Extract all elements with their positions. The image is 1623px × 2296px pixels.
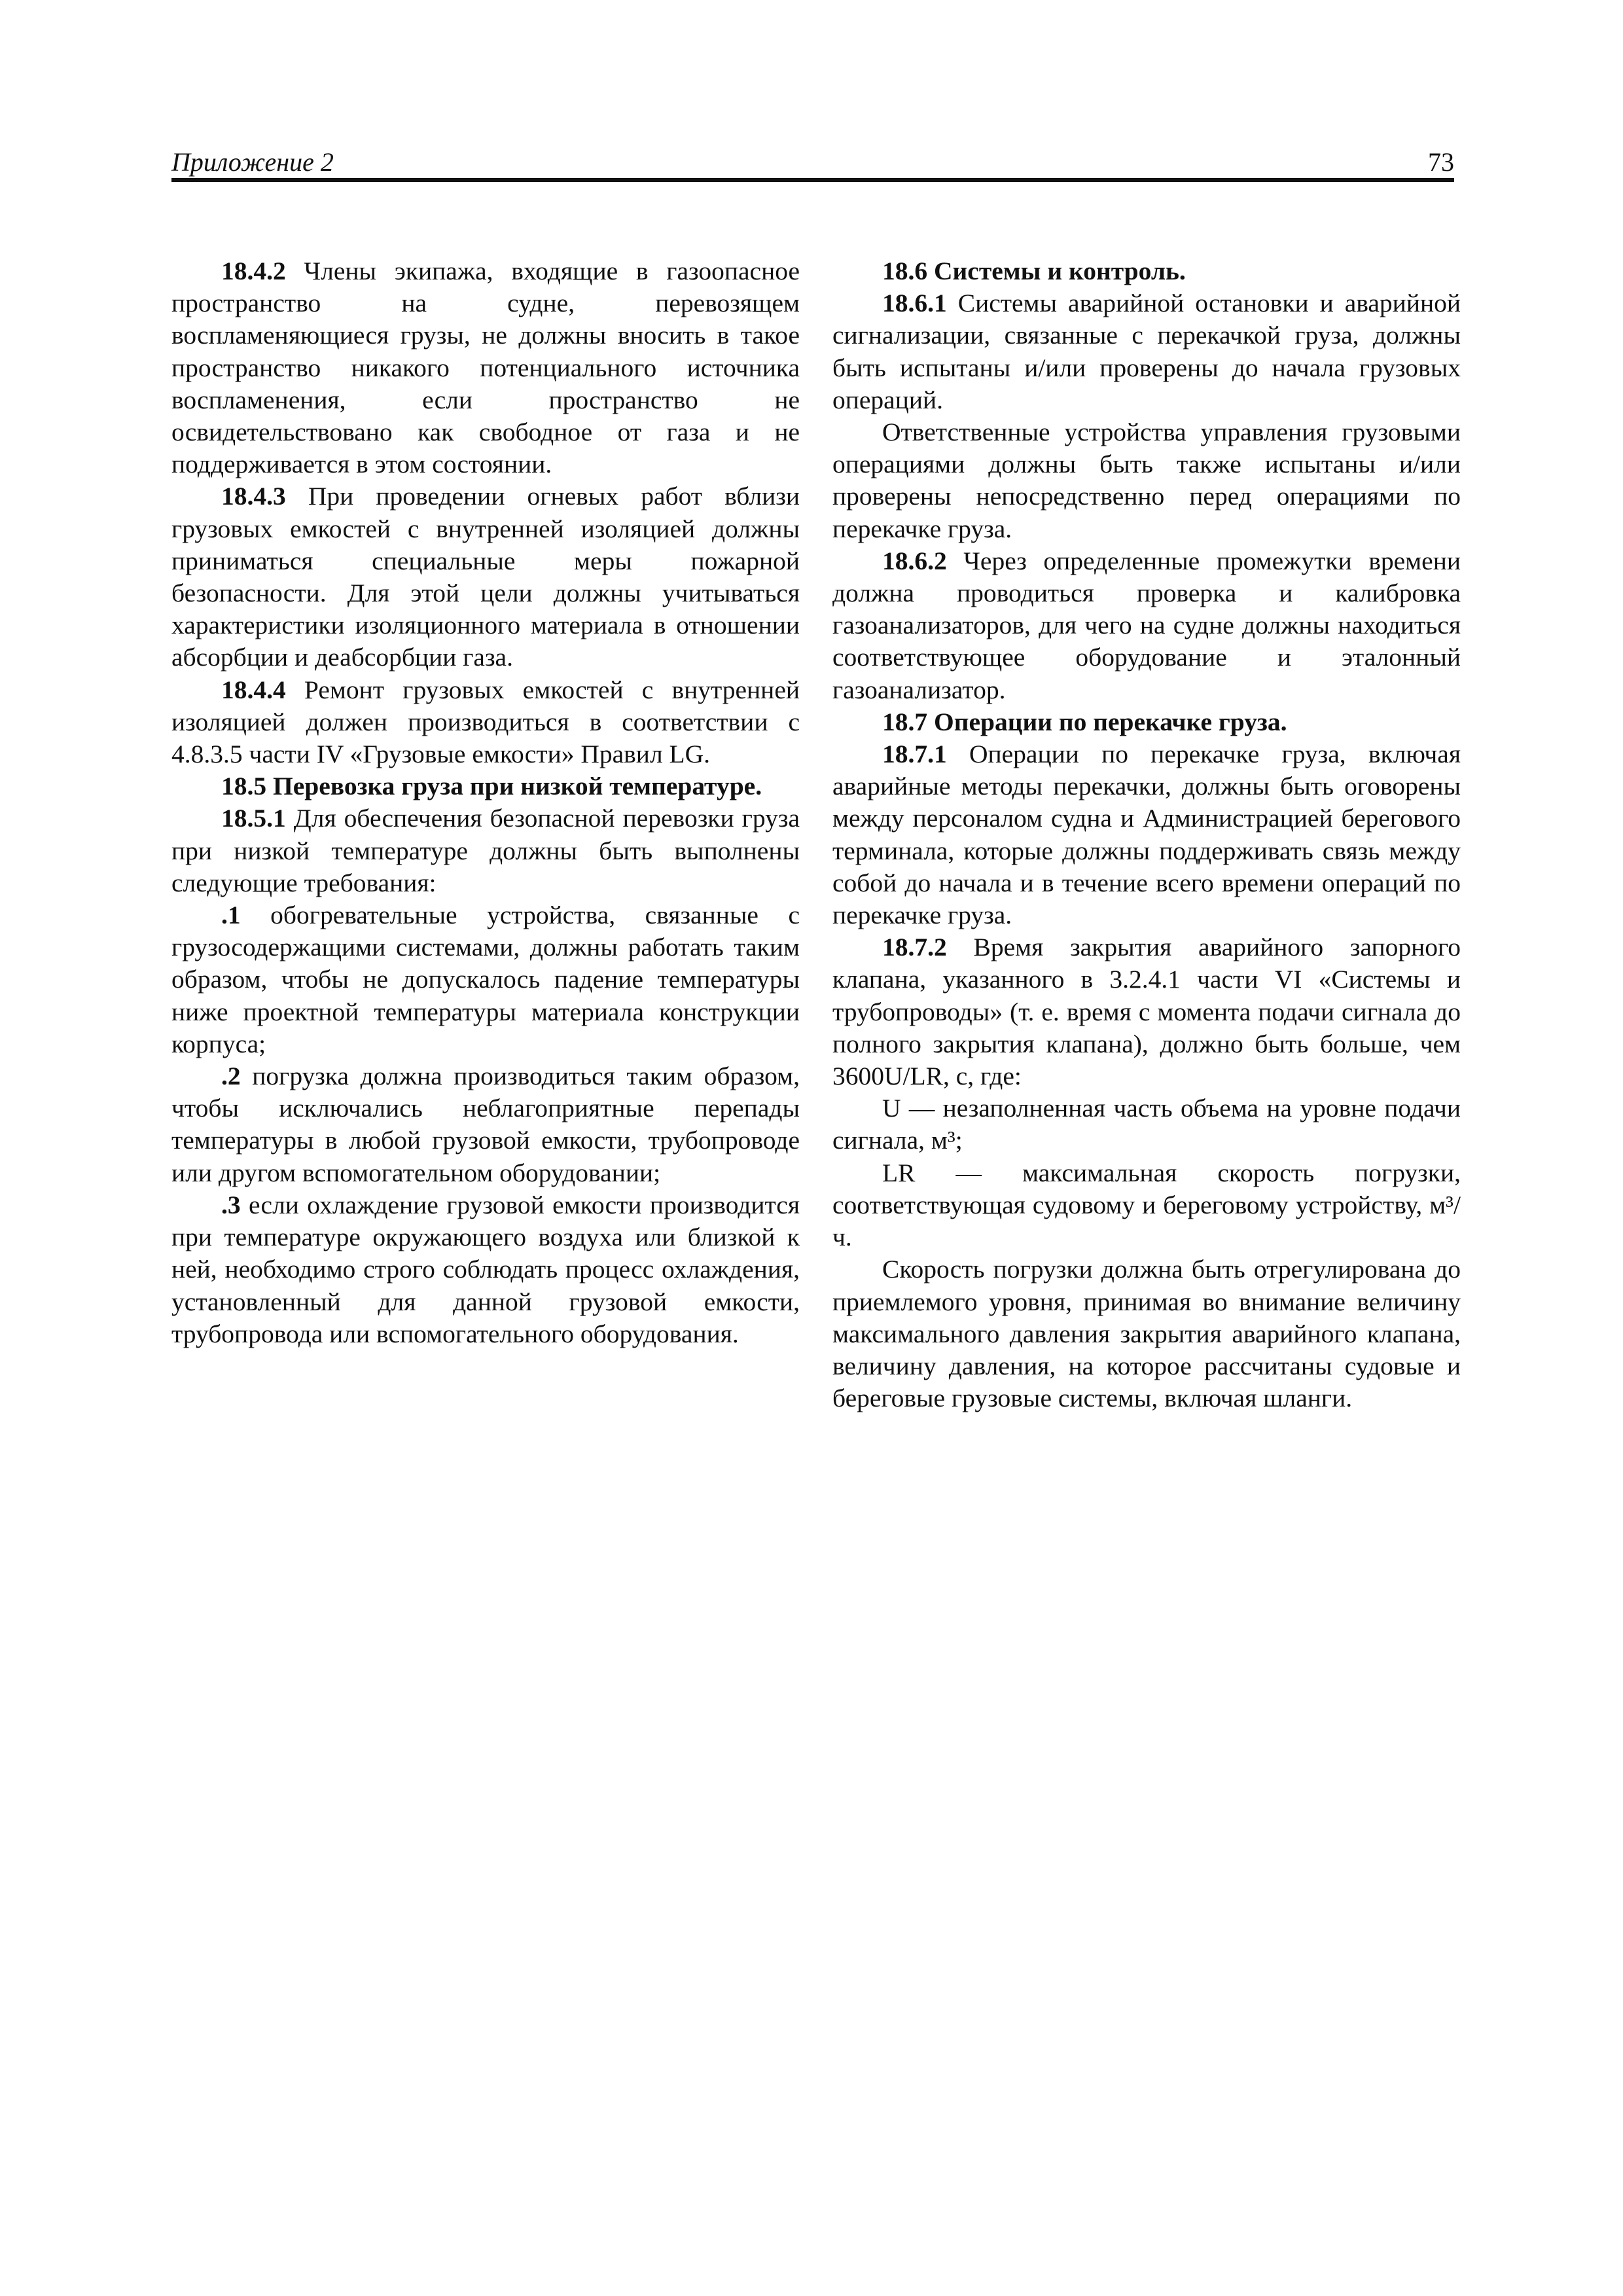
page-header (171, 144, 1454, 182)
section-heading-18-5: 18.5 Перевозка груза при низкой температуре. (221, 772, 762, 801)
paragraph-text: Члены экипажа, входящие в газоопасное пространство на судне, перевозящем воспламеняющиеся грузы, не должны вносить в такое пространство никакого потенциального источника воспламенения, если пространство не освидетельствовано как свободное от газа и не поддерживается в этом состоянии. (171, 257, 800, 479)
clause-number: 18.7.2 (882, 933, 947, 962)
right-column (832, 255, 1461, 1414)
section-heading-18-6: 18.6 Системы и контроль. (882, 257, 1186, 285)
paragraph-text: Ответственные устройства управления грузовыми операциями должны быть также испытаны и/или проверены непосредственно перед операциями по перекачке груза. (832, 418, 1461, 543)
paragraph-18-5-1 (171, 802, 800, 899)
left-column (171, 255, 800, 1350)
definition-text: U — незаполненная часть объема на уровне подачи сигнала, м³; (832, 1094, 1461, 1155)
paragraph-text: Скорость погрузки должна быть отрегулирована до приемлемого уровня, принимая во внимание величину максимального давления закрытия аварийного клапана, величину давления, на которое рассчитаны судовые и береговые грузовые системы, включая шланги. (832, 1255, 1461, 1413)
list-item-3 (171, 1189, 800, 1350)
paragraph-18-7-2 (832, 931, 1461, 1092)
clause-number: 18.5.1 (221, 804, 286, 833)
item-text: если охлаждение грузовой емкости производится при температуре окружающего воздуха или близкой к ней, необходимо строго соблюдать процесс охлаждения, установленный для данной грузовой емкости, трубопровода или вспомогательного оборудования. (171, 1190, 800, 1348)
paragraph-text: Время закрытия аварийного запорного клапана, указанного в 3.2.4.1 части VI «Системы и трубопроводы» (т. е. время с момента подачи сигнала до полного закрытия клапана), должно быть больше, чем 3600U/LR, с, где: (832, 933, 1461, 1091)
clause-number: 18.4.4 (221, 675, 286, 704)
paragraph-text: Через определенные промежутки времени должна проводиться проверка и калибровка газоанализаторов, для чего на судне должны находиться соответствующее оборудование и эталонный газоанализатор. (832, 546, 1461, 704)
clause-number: 18.6.1 (882, 289, 947, 318)
page-number: 73 (1428, 147, 1454, 177)
paragraph-18-7-1 (832, 738, 1461, 931)
clause-number: 18.4.2 (221, 257, 286, 285)
paragraph-18-6-1 (832, 287, 1461, 416)
paragraph-text: Ремонт грузовых емкостей с внутренней изоляцией должен производиться в соответствии с 4.8.3.5 части IV «Грузовые емкости» Правил LG. (171, 675, 800, 769)
paragraph-18-4-4 (171, 674, 800, 771)
clause-number: 18.4.3 (221, 482, 286, 511)
paragraph-text: При проведении огневых работ вблизи грузовых емкостей с внутренней изоляцией должны приниматься специальные меры пожарной безопасности. Для этой цели должны учитываться характеристики изоляционного материала в отношении абсорбции и деабсорбции газа. (171, 482, 800, 672)
section-heading-18-7: 18.7 Операции по перекачке груза. (882, 707, 1287, 736)
paragraph-18-4-3 (171, 480, 800, 673)
list-item-1 (171, 899, 800, 1060)
paragraph-text: Системы аварийной остановки и аварийной сигнализации, связанные с перекачкой груза, должны быть испытаны и/или проверены до начала грузовых операций. (832, 289, 1461, 414)
paragraph-loading-rate (832, 1253, 1461, 1414)
paragraph-text: Для обеспечения безопасной перевозки груза при низкой температуре должны быть выполнены следующие требования: (171, 804, 800, 897)
definition-lr (832, 1157, 1461, 1254)
clause-number: 18.6.2 (882, 546, 947, 575)
paragraph-text: Операции по перекачке груза, включая аварийные методы перекачки, должны быть оговорены между персоналом судна и Администрацией берегового терминала, которые должны поддерживать связь между собой до начала и в течение всего времени операций по перекачке груза. (832, 740, 1461, 930)
item-number: .2 (221, 1062, 241, 1091)
item-text: погрузка должна производиться таким образом, чтобы исключались неблагоприятные перепады температуры в любой грузовой емкости, трубопроводе или другом вспомогательном оборудовании; (171, 1062, 800, 1187)
definition-text: LR — максимальная скорость погрузки, соответствующая судовому и береговому устройству, м³/ч. (832, 1158, 1461, 1252)
paragraph-18-4-2 (171, 255, 800, 480)
paragraph-18-6-2 (832, 545, 1461, 706)
clause-number: 18.7.1 (882, 740, 947, 769)
paragraph-controls (832, 416, 1461, 545)
definition-u (832, 1092, 1461, 1157)
item-number: .1 (221, 901, 241, 930)
list-item-2 (171, 1060, 800, 1189)
running-title: Приложение 2 (171, 147, 334, 177)
item-text: обогревательные устройства, связанные с грузосодержащими системами, должны работать таким образом, чтобы не допускалось падение температуры ниже проектной температуры материала конструкции корпуса; (171, 901, 800, 1058)
item-number: .3 (221, 1190, 241, 1219)
